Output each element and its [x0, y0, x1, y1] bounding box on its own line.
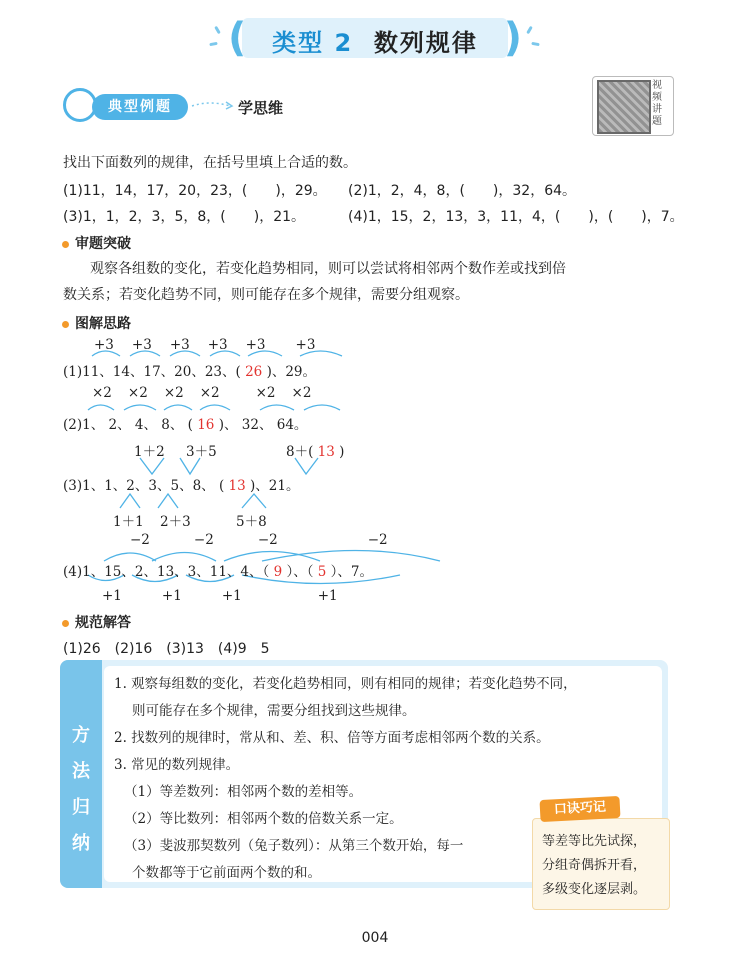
method-line-8: 个数都等于它前面两个数的和。 [132, 865, 321, 881]
question-3: (3)1，1，2，3，5，8，( )，21。 [63, 209, 306, 225]
d3-bottom-3: 5＋8 [236, 514, 267, 530]
title-text: 数列规律 [373, 29, 478, 57]
answer-heading: 规范解答 [62, 612, 131, 632]
qr-label: 视频讲题 [652, 80, 662, 127]
method-line-4: 3. 常见的数列规律。 [114, 757, 240, 773]
method-title: 方 法 归 纳 [72, 725, 90, 854]
method-line-3: 2. 找数列的规律时，常从和、差、积、倍等方面考虑相邻两个数的关系。 [114, 730, 550, 746]
d4-answer-2: 5 [317, 564, 327, 580]
d3-top-3: 8＋( 13 ) [286, 444, 345, 460]
type-label: 类型 2 [272, 29, 354, 57]
d4-sequence: (4)1、15、2、13、3、11、4、（ 9 ）、（ 5 ）、7。 [63, 564, 373, 580]
question-1: (1)11，14，17，20，23，( )，29。 [63, 183, 327, 199]
method-line-1: 1. 观察每组数的变化，若变化趋势相同，则有相同的规律；若变化趋势不同， [114, 676, 577, 692]
mnemonic-badge: 口诀巧记 [539, 796, 620, 822]
analysis-heading: 审题突破 [62, 233, 131, 253]
d3-top-1: 1＋2 [134, 444, 165, 460]
analysis-line-2: 数关系；若变化趋势不同，则可能存在多个规律，需要分组观察。 [63, 287, 469, 303]
d4-top-ops: −2 −2 −2 −2 [130, 532, 388, 548]
method-line-2: 则可能存在多个规律，需要分组找到这些规律。 [132, 703, 416, 719]
left-bracket-icon: ( [228, 15, 247, 61]
section-badge: 典型例题 [92, 94, 188, 120]
question-4: (4)1，15，2，13，3，11，4，( )，( )，7。 [348, 209, 684, 225]
analysis-line-1: 观察各组数的变化，若变化趋势相同，则可以尝试将相邻两个数作差或找到倍 [90, 261, 566, 277]
d3-top-2: 3＋5 [186, 444, 217, 460]
question-2: (2)1，2，4，8，( )，32，64。 [348, 183, 577, 199]
d2-ops: ×2 ×2 ×2 ×2 ×2 ×2 [92, 385, 312, 401]
d1-ops: +3 +3 +3 +3 +3 +3 [94, 337, 316, 353]
d3-answer: 13 [228, 478, 246, 494]
method-line-5: （1）等差数列：相邻两个数的差相等。 [124, 784, 363, 800]
d1-sequence: (1)11、14、17、20、23、( 26 )、29。 [63, 364, 317, 380]
d4-answer-1: 9 [273, 564, 283, 580]
d3-bottom-1: 1＋1 [113, 514, 144, 530]
method-line-6: （2）等比数列：相邻两个数的倍数关系一定。 [124, 811, 403, 827]
page-number: 004 [361, 930, 389, 946]
d3-sequence: (3)1、1、2、3、5、8、 ( 13 )、21。 [63, 478, 300, 494]
d2-answer: 16 [197, 417, 215, 433]
d3-bottom-2: 2＋3 [160, 514, 191, 530]
d4-bottom-ops: +1 +1 +1 +1 [102, 588, 338, 604]
question-prompt: 找出下面数列的规律，在括号里填上合适的数。 [63, 155, 357, 171]
method-line-7: （3）斐波那契数列（兔子数列）：从第三个数开始，每一 [124, 838, 464, 854]
right-bracket-icon: ) [503, 15, 522, 61]
d1-answer: 26 [245, 364, 263, 380]
section-subtitle: 学思维 [238, 99, 284, 117]
d2-sequence: (2)1、 2、 4、 8、 ( 16 )、 32、 64。 [63, 417, 308, 433]
diagram-heading: 图解思路 [62, 313, 131, 333]
mnemonic-text: 等差等比先试探， 分组奇偶拆开看， 多级变化逐层剥。 [542, 834, 647, 897]
answer-text: (1)26 (2)16 (3)13 (4)9 5 [63, 641, 270, 657]
